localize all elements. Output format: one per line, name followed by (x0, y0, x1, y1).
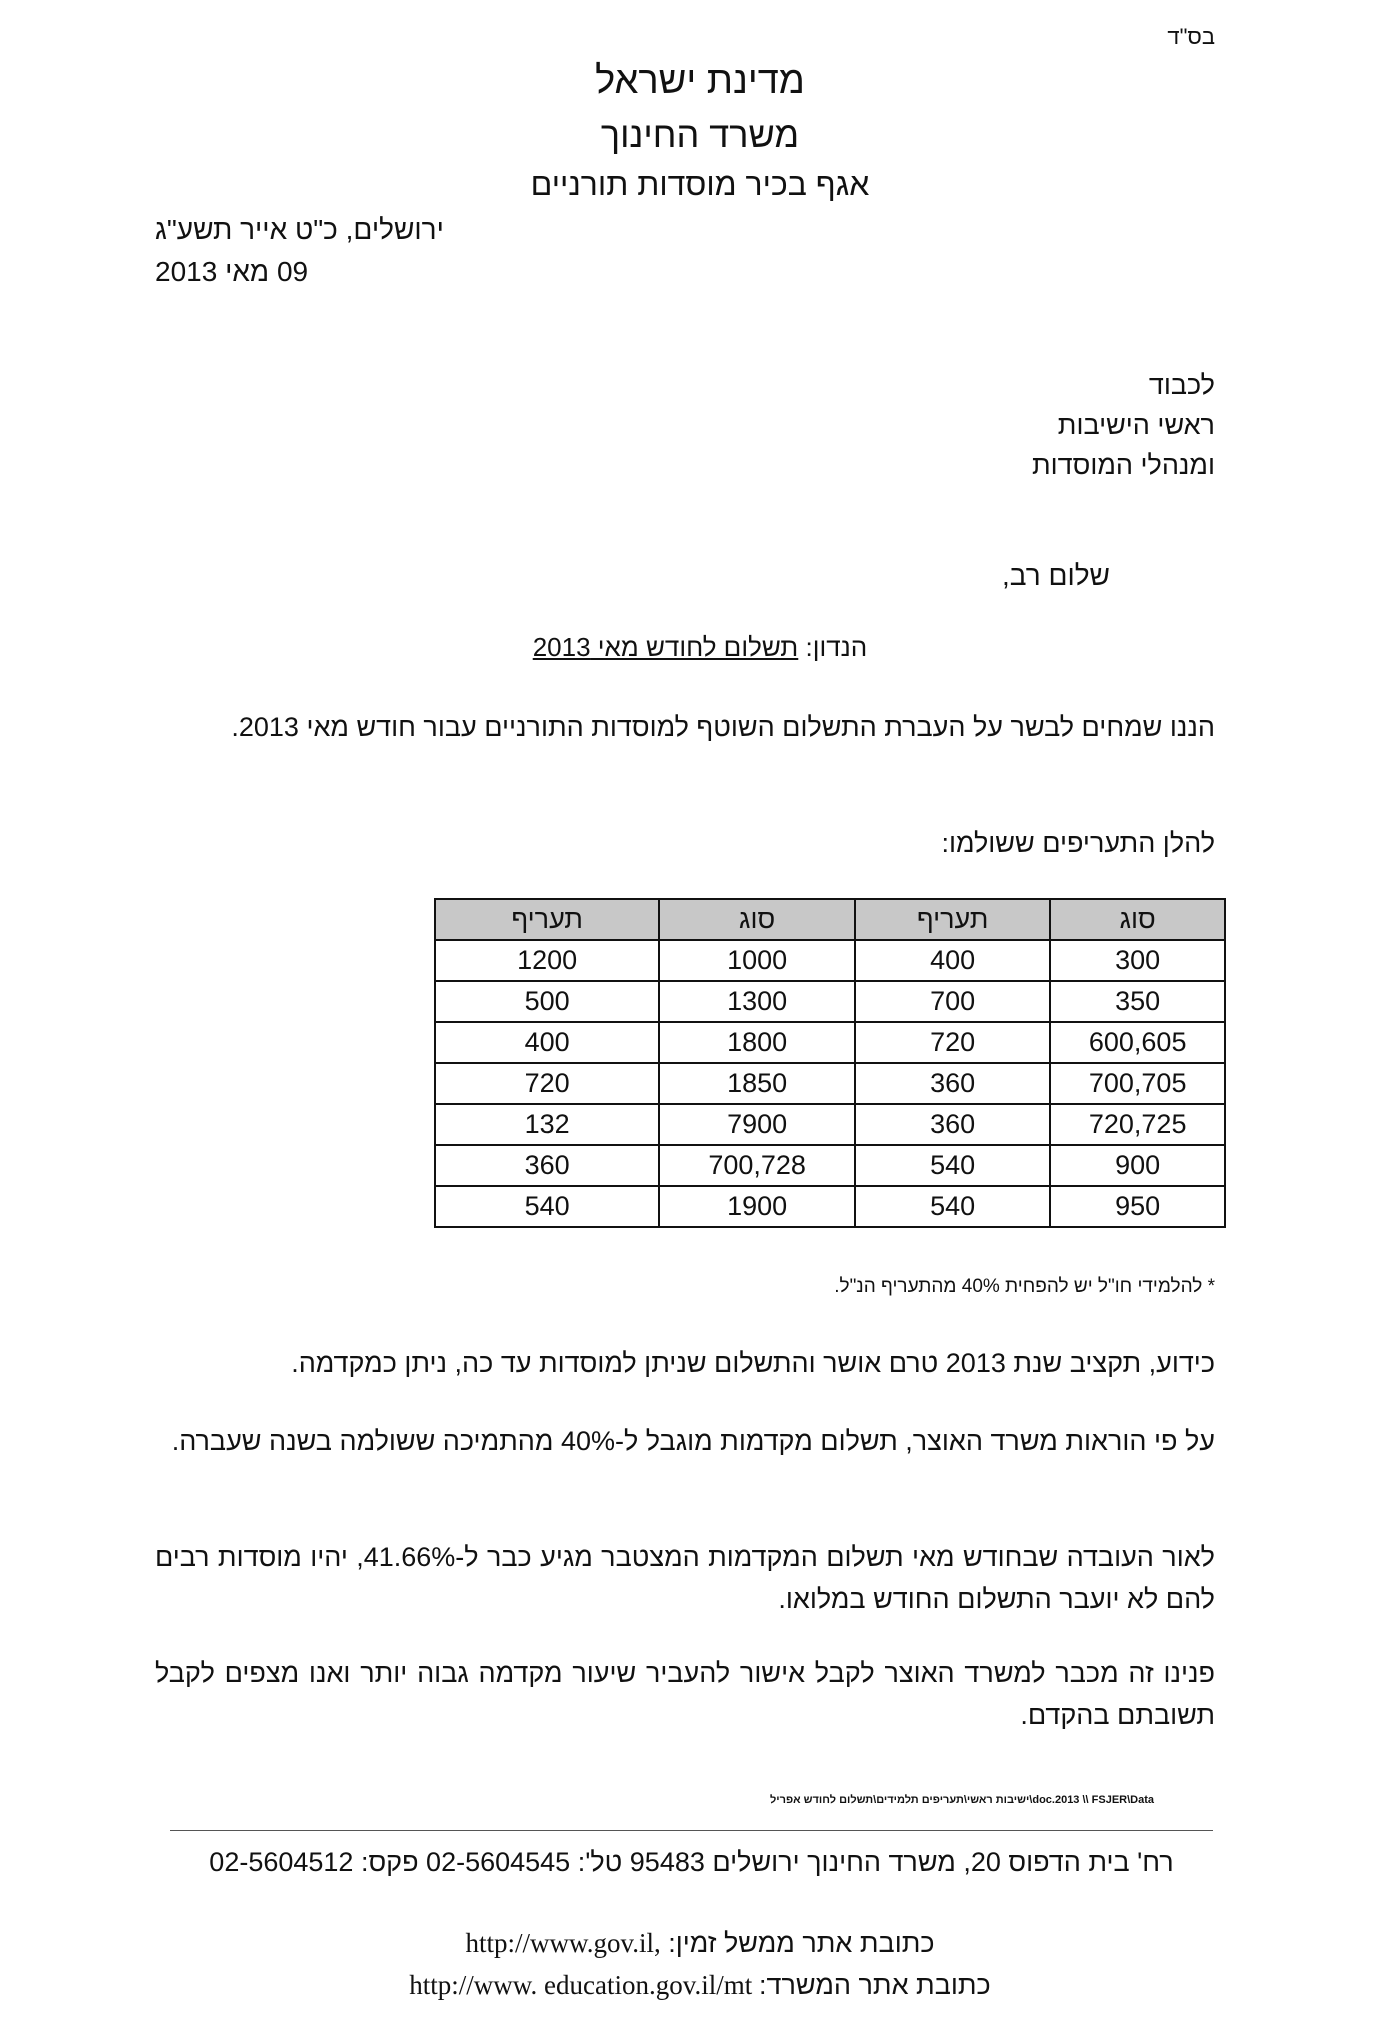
table-header-row (435, 899, 1225, 940)
table-cell: 132 (435, 1104, 659, 1145)
footer-gov-site (0, 1928, 1400, 1959)
gov-site-link[interactable]: http://www.gov.il, (465, 1928, 661, 1958)
table-cell: 720,725 (1050, 1104, 1225, 1145)
table-cell: 1800 (659, 1022, 855, 1063)
table-cell: 540 (435, 1186, 659, 1227)
table-cell: 600,605 (1050, 1022, 1225, 1063)
table-cell: 1200 (435, 940, 659, 981)
table-header-cell: סוג (1050, 899, 1225, 940)
table-cell: 360 (435, 1145, 659, 1186)
table-cell: 7900 (659, 1104, 855, 1145)
tariff-table (434, 898, 1226, 1228)
table-cell: 950 (1050, 1186, 1225, 1227)
footer-ministry-site (0, 1970, 1400, 2001)
body-paragraph: הננו שמחים לבשר על העברת התשלום השוטף למוסדות התורניים עבור חודש מאי 2013. (231, 712, 1215, 742)
table-header-cell: סוג (659, 899, 855, 940)
body-paragraph: על פי הוראות משרד האוצר, תשלום מקדמות מוגבל ל-40% מהתמיכה ששולמה בשנה שעברה. (171, 1426, 1215, 1456)
addressee-line: ומנהלי המוסדות (1031, 450, 1215, 480)
subject-line (0, 632, 1400, 663)
body-paragraph: לאור העובדה שבחודש מאי תשלום המקדמות המצטבר מגיע כבר ל-41.66%, יהיו מוסדות רבים להם לא יועבר התשלום החודש במלואו. (155, 1542, 1215, 1614)
table-cell: 900 (1050, 1145, 1225, 1186)
table-cell: 700 (855, 981, 1050, 1022)
footnote: * להלמידי חו"ל יש להפחית 40% מהתעריף הנ"ל. (834, 1276, 1215, 1297)
ministry-heading: משרד החינוך (600, 114, 800, 155)
file-path: doc.2013 \\ FSJER\Data\ישיבות ראשי\תעריפים תלמידים\תשלום לחודש אפריל (770, 1794, 1155, 1806)
footer-address: רח' בית הדפוס 20, משרד החינוך ירושלים 95483 טל': 02-5604545 פקס: 02-5604512 (209, 1847, 1174, 1877)
addressee-line: לכבוד (1148, 370, 1215, 400)
table-cell: 400 (435, 1022, 659, 1063)
subject-text: תשלום לחודש מאי 2013 (532, 632, 799, 662)
table-row (435, 1145, 1225, 1186)
state-heading: מדינת ישראל (595, 60, 805, 102)
table-header-cell: תעריף (435, 899, 659, 940)
table-cell: 500 (435, 981, 659, 1022)
body-paragraph: פנינו זה מכבר למשרד האוצר לקבל אישור להעביר שיעור מקדמה גבוה יותר ואנו מצפים לקבל תשובתם בהקדם. (155, 1658, 1215, 1730)
table-header-cell: תעריף (855, 899, 1050, 940)
table-row (435, 981, 1225, 1022)
table-row (435, 940, 1225, 981)
table-row (435, 1186, 1225, 1227)
gov-site-label: כתובת אתר ממשל זמין: (668, 1928, 935, 1958)
table-cell: 540 (855, 1186, 1050, 1227)
greeting: שלום רב, (1002, 560, 1110, 591)
ministry-site-link[interactable]: http://www. education.gov.il/mt (409, 1970, 753, 2000)
table-row (435, 1104, 1225, 1145)
body-paragraph: כידוע, תקציב שנת 2013 טרם אושר והתשלום שניתן למוסדות עד כה, ניתן כמקדמה. (291, 1348, 1215, 1378)
table-cell: 360 (855, 1063, 1050, 1104)
ministry-site-label: כתובת אתר המשרד: (759, 1970, 991, 2000)
gregorian-date: 09 מאי 2013 (155, 256, 309, 287)
table-row (435, 1063, 1225, 1104)
department-heading: אגף בכיר מוסדות תורניים (530, 166, 870, 202)
table-cell: 720 (435, 1063, 659, 1104)
table-cell: 400 (855, 940, 1050, 981)
table-cell: 540 (855, 1145, 1050, 1186)
subject-label: הנדון: (805, 632, 868, 662)
tariffs-intro: להלן התעריפים ששולמו: (941, 828, 1215, 858)
table-cell: 360 (855, 1104, 1050, 1145)
table-cell: 300 (1050, 940, 1225, 981)
addressee-line: ראשי הישיבות (1057, 410, 1215, 440)
hebrew-date: ירושלים, כ"ט אייר תשע"ג (155, 214, 444, 245)
footer-divider (170, 1830, 1213, 1831)
table-cell: 1900 (659, 1186, 855, 1227)
table-cell: 720 (855, 1022, 1050, 1063)
table-row (435, 1022, 1225, 1063)
table-cell: 350 (1050, 981, 1225, 1022)
table-cell: 700,728 (659, 1145, 855, 1186)
table-cell: 1300 (659, 981, 855, 1022)
table-cell: 1850 (659, 1063, 855, 1104)
table-cell: 1000 (659, 940, 855, 981)
table-cell: 700,705 (1050, 1063, 1225, 1104)
besd-mark: בס"ד (1167, 24, 1215, 49)
